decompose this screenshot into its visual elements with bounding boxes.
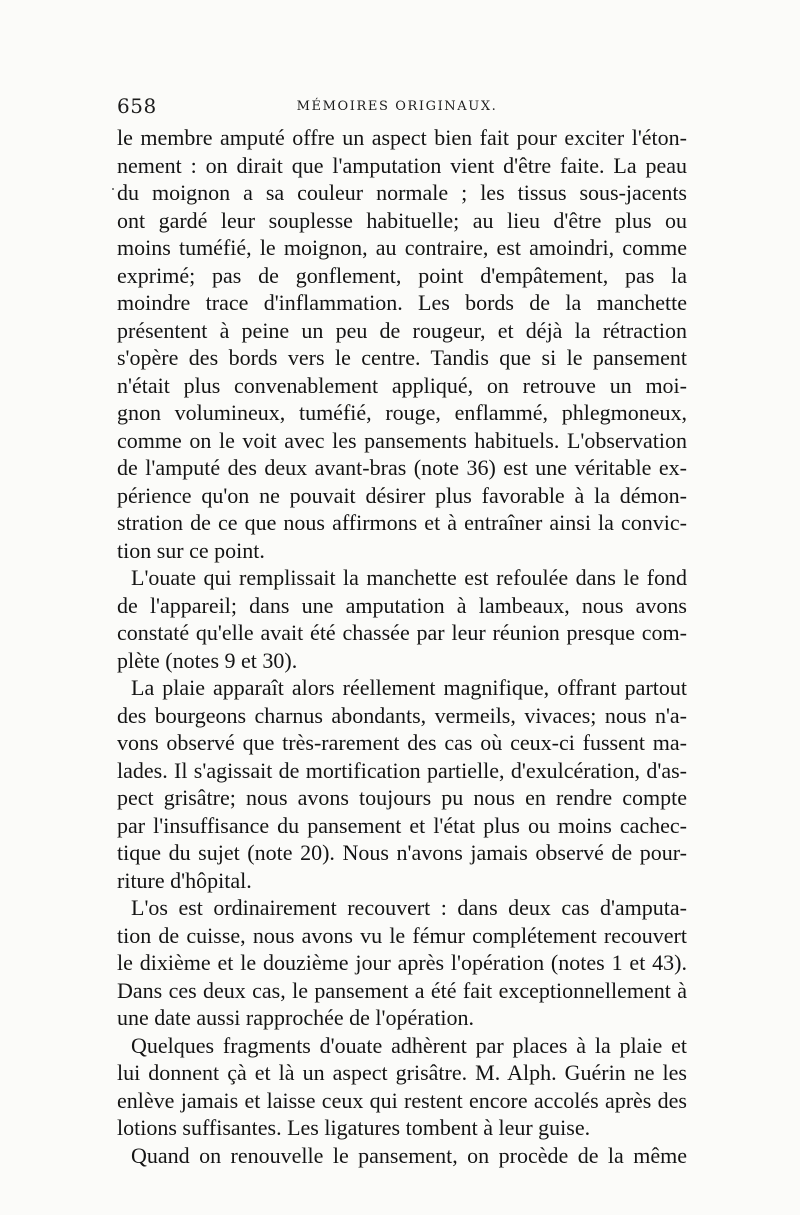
text-line: vons observé que très-rarement des cas où ceux-ci fussent ma- [117, 730, 687, 755]
text-line: Quand on renouvelle le pansement, on procède de la même [131, 1142, 687, 1168]
ink-speck [112, 188, 114, 190]
text-line: ont gardé leur souplesse habituelle; au lieu d'être plus ou [117, 207, 687, 233]
body-text [117, 124, 687, 1169]
text-line: le dixième et le douzième jour après l'opération (notes 1 et 43). [117, 950, 687, 975]
text-line: s'opère des bords vers le centre. Tandis que si le pansement [117, 345, 687, 370]
text-line: présentent à peine un peu de rougeur, et déjà la rétraction [117, 317, 687, 343]
text-line: nement : on dirait que l'amputation vient d'être faite. La peau [117, 152, 687, 178]
text-line: Quelques fragments d'ouate adhèrent par places à la plaie et [131, 1032, 687, 1058]
text-line: plète (notes 9 et 30). [117, 647, 298, 673]
text-line: périence qu'on ne pouvait désirer plus favorable à la démon- [117, 482, 687, 508]
text-line: le membre amputé offre un aspect bien fait pour exciter l'éton- [117, 125, 687, 150]
text-line: riture d'hôpital. [117, 867, 252, 893]
text-line: Dans ces deux cas, le pansement a été fait exceptionnellement à [117, 977, 687, 1003]
text-line: tique du sujet (note 20). Nous n'avons jamais observé de pour- [117, 840, 687, 865]
text-line: gnon volumineux, tuméfié, rouge, enflammé, phlegmoneux, [117, 400, 687, 425]
text-line: des bourgeons charnus abondants, vermeils, vivaces; nous n'a- [117, 702, 687, 728]
text-line: lui donnent çà et là un aspect grisâtre. M. Alph. Guérin ne les [117, 1060, 687, 1085]
text-line: moins tuméfié, le moignon, au contraire, est amoindri, comme [117, 235, 687, 260]
text-line: tion sur ce point. [117, 537, 265, 563]
text-line: une date aussi rapprochée de l'opération. [117, 1005, 475, 1030]
text-line: lotions suffisantes. Les ligatures tombent à leur guise. [117, 1115, 591, 1140]
text-line: pect grisâtre; nous avons toujours pu nous en rendre compte [117, 785, 687, 810]
text-line: L'ouate qui remplissait la manchette est refoulée dans le fond [131, 565, 687, 590]
running-head [112, 94, 682, 118]
text-line: La plaie apparaît alors réellement magnifique, offrant partout [131, 675, 687, 700]
text-line: tion de cuisse, nous avons vu le fémur complétement recouvert [117, 922, 687, 948]
text-line: de l'appareil; dans une amputation à lambeaux, nous avons [117, 592, 687, 618]
page-number: 658 [117, 94, 157, 118]
text-line: du moignon a sa couleur normale ; les tissus sous-jacents [117, 180, 687, 205]
text-line: stration de ce que nous affirmons et à entraîner ainsi la convic- [117, 510, 687, 535]
text-line: constaté qu'elle avait été chassée par leur réunion presque com- [117, 620, 687, 645]
text-line: comme on le voit avec les pansements habituels. L'observation [117, 427, 687, 453]
text-line: moindre trace d'inflammation. Les bords de la manchette [117, 290, 687, 315]
text-line: de l'amputé des deux avant-bras (note 36) est une véritable ex- [117, 455, 687, 480]
text-line: L'os est ordinairement recouvert : dans deux cas d'amputa- [131, 895, 687, 920]
running-title: MÉMOIRES ORIGINAUX. [296, 99, 498, 114]
text-line: par l'insuffisance du pansement et l'état plus ou moins cachec- [117, 812, 687, 838]
text-line: enlève jamais et laisse ceux qui restent encore accolés après des [117, 1087, 687, 1113]
text-line: exprimé; pas de gonflement, point d'empâtement, pas la [117, 262, 687, 288]
text-line: lades. Il s'agissait de mortification partielle, d'exulcération, d'as- [117, 757, 687, 783]
text-line: n'était plus convenablement appliqué, on retrouve un moi- [117, 372, 687, 398]
